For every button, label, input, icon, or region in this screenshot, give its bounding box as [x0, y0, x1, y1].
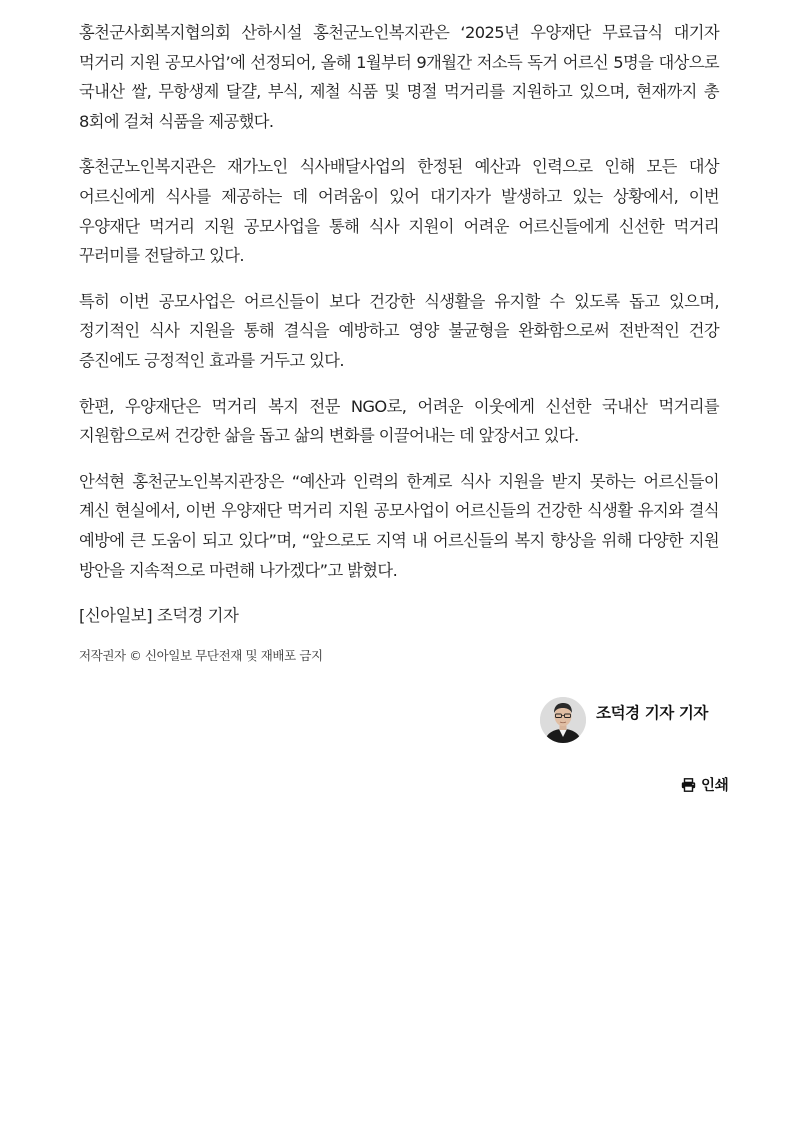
- article-paragraph: 한편, 우양재단은 먹거리 복지 전문 NGO로, 어려운 이웃에게 신선한 국내산 먹거리를 지원함으로써 건강한 삶을 돕고 삶의 변화를 이끌어내는 데 앞장서고 있다.: [79, 396, 719, 446]
- author-profile[interactable]: [540, 697, 720, 745]
- printer-icon: [681, 777, 696, 791]
- print-label: 인쇄: [701, 777, 729, 794]
- print-button[interactable]: [681, 773, 728, 795]
- article-paragraph: 안석현 홍천군노인복지관장은 “예산과 인력의 한계로 식사 지원을 받지 못하는 어르신들이 계신 현실에서, 이번 우양재단 먹거리 지원 공모사업이 어르신들의 건강한 식생활 유지와 결식 예방에 큰 도움이 되고 있다”며, “앞으로도 지역 내 어르신들의 복지 향상을 위해 다양한 지원 방안을 지속적으로 마련해 나가겠다”고 밝혔다.: [79, 471, 719, 580]
- copyright-notice: 저작권자 © 신아일보 무단전재 및 재배포 금지: [79, 647, 323, 663]
- article-paragraph: 특히 이번 공모사업은 어르신들이 보다 건강한 식생활을 유지할 수 있도록 돕고 있으며, 정기적인 식사 지원을 통해 결식을 예방하고 영양 불균형을 완화함으로써 전반적인 건강 증진에도 긍정적인 효과를 거두고 있다.: [79, 291, 719, 370]
- author-name[interactable]: 조덕경 기자 기자: [596, 704, 709, 722]
- article-body: [79, 18, 719, 665]
- article-paragraph: 홍천군사회복지협의회 산하시설 홍천군노인복지관은 ‘2025년 우양재단 무료급식 대기자 먹거리 지원 공모사업’에 선정되어, 올해 1월부터 9개월간 저소득 독거 어르신 5명을 대상으로 국내산 쌀, 무항생제 달걀, 부식, 제철 식품 및 명절 먹거리를 지원하고 있으며, 현재까지 총 8회에 걸쳐 식품을 제공했다.: [79, 23, 719, 131]
- article-byline: [신아일보] 조덕경 기자: [79, 606, 239, 626]
- author-avatar[interactable]: [540, 697, 586, 743]
- article-paragraph: 홍천군노인복지관은 재가노인 식사배달사업의 한정된 예산과 인력으로 인해 모든 대상 어르신에게 식사를 제공하는 데 어려움이 있어 대기자가 발생하고 있는 상황에서, 이번 우양재단 먹거리 지원 공모사업을 통해 식사 지원이 어려운 어르신들에게 신선한 먹거리 꾸러미를 전달하고 있다.: [79, 157, 719, 266]
